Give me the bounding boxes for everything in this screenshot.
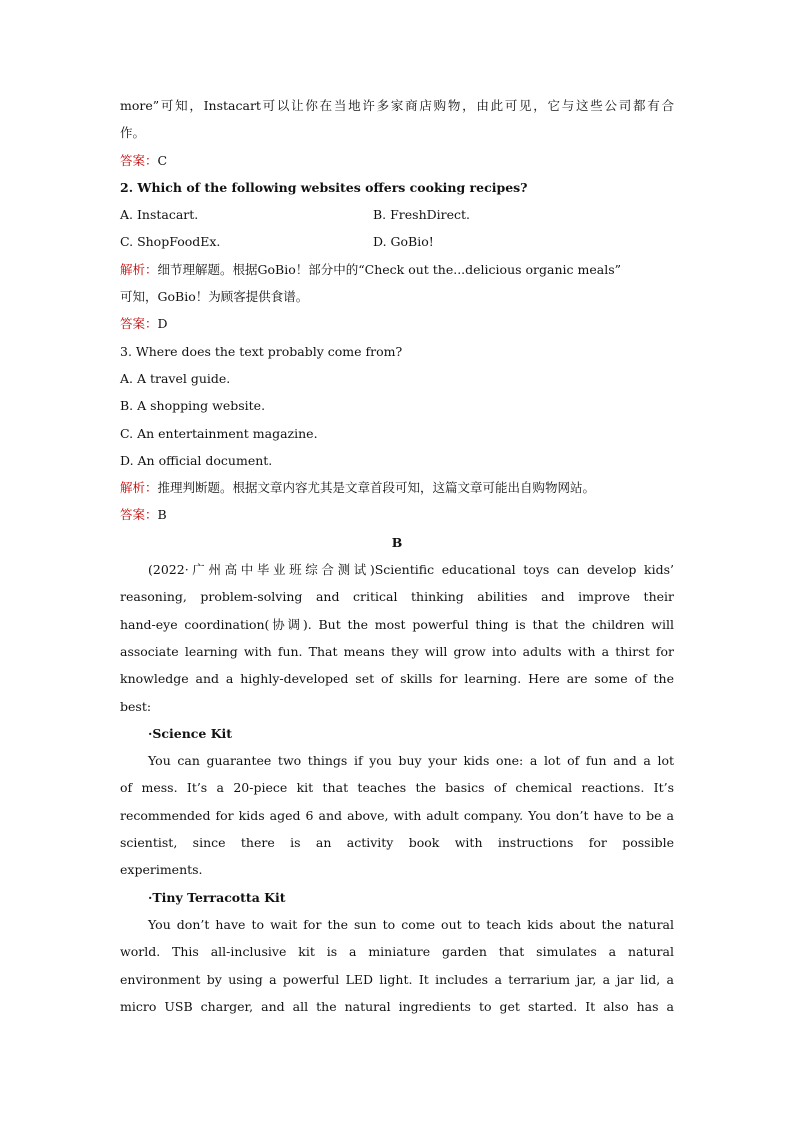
answer-label: 答案： — [120, 507, 158, 523]
answer-line — [120, 310, 674, 337]
option-d: D. An official document. — [120, 452, 273, 468]
passage-line: hand-eye coordination(协调). But the most powerful thing is that the children will — [120, 616, 674, 632]
explanation-line — [120, 474, 674, 501]
explanation-line: 作。 — [120, 125, 146, 141]
answer-value: B — [157, 507, 167, 523]
explanation-text: 细节理解题。根据GoBio！部分中的“Check out the...delicious organic meals” — [157, 261, 621, 277]
option-a: A. A travel guide. — [120, 370, 231, 386]
answer-label: 答案： — [120, 152, 158, 168]
document-body — [120, 92, 674, 1020]
passage-line: associate learning with fun. That means they will grow into adults with a thirst for — [120, 643, 674, 659]
option-d: D. GoBio! — [373, 234, 434, 250]
passage-line: of mess. It’s a 20-piece kit that teaches the basics of chemical reactions. It’s — [120, 780, 674, 796]
passage-line: best: — [120, 698, 152, 714]
option-b: B. A shopping website. — [120, 398, 266, 414]
options-row — [120, 201, 674, 228]
subheading-tiny-terracotta-kit: ·Tiny Terracotta Kit — [148, 889, 286, 905]
option-c: C. ShopFoodEx. — [120, 234, 221, 250]
explanation-line: more”可知，Instacart可以让你在当地许多家商店购物，由此可见，它与这些公司都有合 — [120, 98, 674, 113]
question-3: 3. Where does the text probably come from? — [120, 343, 403, 359]
explanation-line: 可知，GoBio！为顾客提供食谱。 — [120, 289, 309, 305]
passage-line: knowledge and a highly-developed set of skills for learning. Here are some of the — [120, 671, 674, 687]
answer-label: 答案： — [120, 316, 158, 332]
option-b: B. FreshDirect. — [373, 207, 471, 223]
answer-line — [120, 501, 674, 528]
question-2: 2. Which of the following websites offers cooking recipes? — [120, 179, 528, 195]
options-row — [120, 228, 674, 255]
passage-line: world. This all-inclusive kit is a miniature garden that simulates a natural — [120, 944, 674, 960]
passage-line: scientist, since there is an activity book with instructions for possible — [120, 835, 674, 851]
explanation-text: 推理判断题。根据文章内容尤其是文章首段可知，这篇文章可能出自购物网站。 — [157, 480, 596, 496]
explanation-label: 解析： — [120, 480, 158, 496]
explanation-label: 解析： — [120, 261, 158, 277]
option-c: C. An entertainment magazine. — [120, 425, 318, 441]
answer-line — [120, 147, 674, 174]
passage-line: environment by using a powerful LED light. It includes a terrarium jar, a jar lid, a — [120, 971, 674, 987]
passage-line: recommended for kids aged 6 and above, with adult company. You don’t have to be a — [120, 807, 674, 823]
passage-line: You don’t have to wait for the sun to come out to teach kids about the natural — [148, 916, 674, 932]
subheading-science-kit: ·Science Kit — [148, 725, 233, 741]
passage-line: experiments. — [120, 862, 203, 878]
option-a: A. Instacart. — [120, 207, 199, 223]
passage-line: reasoning, problem-solving and critical thinking abilities and improve their — [120, 589, 674, 605]
passage-line: micro USB charger, and all the natural ingredients to get started. It also has a — [120, 998, 674, 1014]
section-heading: B — [391, 534, 403, 550]
passage-line: You can guarantee two things if you buy your kids one: a lot of fun and a lot — [148, 753, 674, 769]
passage-line: (2022·广州高中毕业班综合测试)Scientific educational toys can develop kids’ — [148, 562, 674, 578]
answer-value: C — [157, 152, 168, 168]
explanation-line — [120, 256, 674, 283]
answer-value: D — [157, 316, 168, 332]
